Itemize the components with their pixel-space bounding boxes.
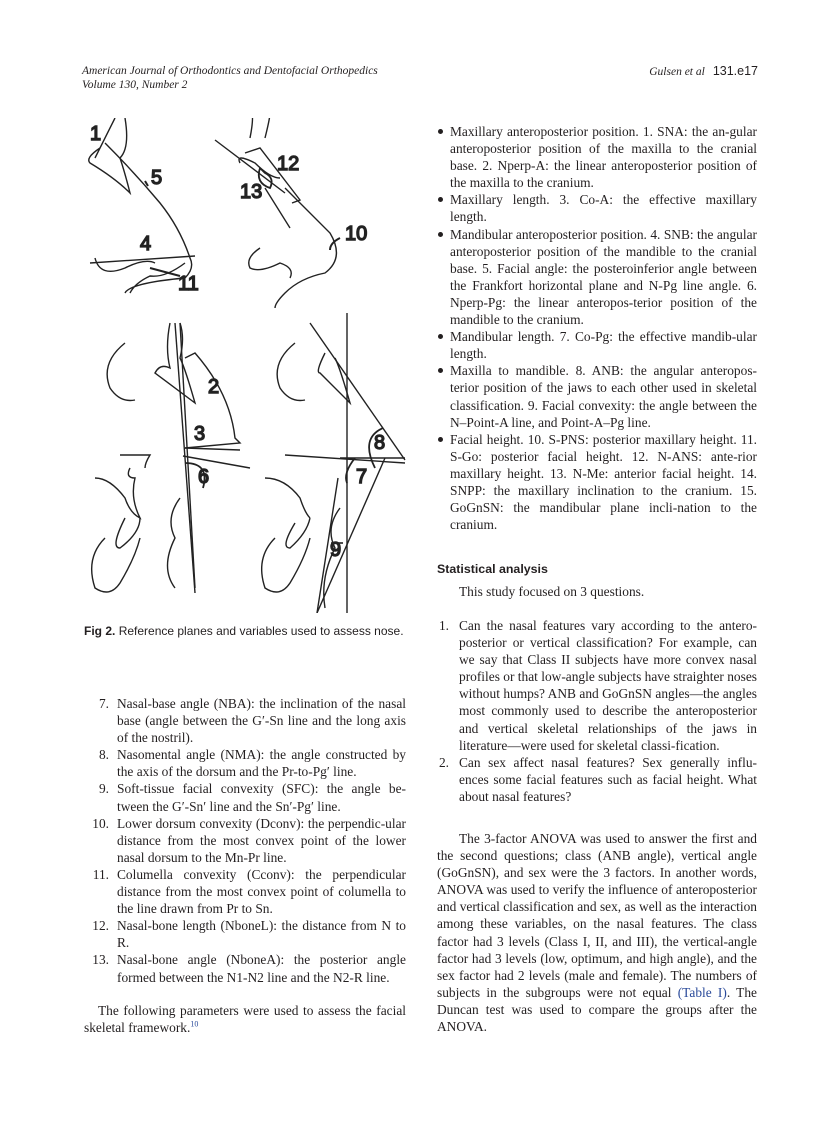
- item-text: Columella convexity (Cconv): the perpendicular distance from the most convex point of columella to the line drawn from Pr to Sn.: [117, 866, 406, 917]
- list-item: [84, 815, 406, 866]
- bullet-item: Maxillary length. 3. Co-A: the effective maxillary length.: [437, 191, 757, 225]
- list-item: [84, 695, 406, 746]
- journal-title: American Journal of Orthodontics and Dentofacial Orthopedics: [82, 65, 378, 77]
- diagram-bottom-left: [92, 323, 250, 593]
- item-number: 2.: [438, 754, 449, 770]
- list-item: [84, 780, 406, 814]
- figure-label-7: 7: [356, 466, 368, 488]
- list-item: [84, 951, 406, 985]
- paragraph-text: The following parameters were used to assess the facial skeletal framework.: [84, 1003, 406, 1036]
- item-text: Can sex affect nasal features? Sex generally influ-ences some facial features such as facial height. What about nasal features?: [459, 754, 757, 804]
- bullet-item: Maxilla to mandible. 8. ANB: the angular anteropos-terior position of the jaws to each other used in skeletal classification. 9. Facial convexity: the angle between the N–Point-A line, and Point-A–Pg line.: [437, 362, 757, 430]
- item-number: 1.: [438, 618, 449, 633]
- figure-label-2: 2: [208, 376, 220, 398]
- journal-volume: Volume 130, Number 2: [82, 79, 188, 91]
- running-header-left: [82, 64, 378, 92]
- list-item: [437, 754, 757, 805]
- figure-label-10: 10: [345, 223, 368, 245]
- list-item: [84, 866, 406, 917]
- figure-label-13: 13: [240, 181, 263, 203]
- item-text: Nasal-bone angle (NboneA): the posterior angle formed between the N1-N2 line and the N2-R line.: [117, 952, 406, 985]
- figure-label-3: 3: [194, 423, 206, 445]
- item-number: 10.: [92, 815, 109, 831]
- item-text: Nasomental angle (NMA): the angle constructed by the axis of the dorsum and the Pr-to-Pg′ line.: [117, 747, 406, 780]
- figure-caption: [84, 624, 406, 640]
- item-text: Lower dorsum convexity (Dconv): the perpendic-ular distance from the most convex point of the lower nasal dorsum to the Mn-Pr line.: [117, 815, 406, 865]
- list-item: [84, 917, 406, 951]
- diagram-bottom-right: [262, 313, 405, 613]
- section-heading: Statistical analysis: [437, 562, 548, 576]
- figure-label-12: 12: [277, 153, 300, 175]
- figure-label-4: 4: [140, 233, 152, 255]
- anova-paragraph: [437, 830, 757, 1035]
- item-number: 12.: [92, 918, 109, 934]
- item-text: Nasal-bone length (NboneL): the distance from N to R.: [117, 918, 406, 951]
- item-text: Nasal-base angle (NBA): the inclination of the nasal base (angle between the G′-Sn line and the long axis of the nostril).: [117, 696, 406, 746]
- item-text: Soft-tissue facial convexity (SFC): the angle be-tween the G′-Sn′ line and the Sn′-Pg′ line.: [117, 781, 406, 814]
- figure-label-8: 8: [374, 432, 386, 454]
- bullet-item: Facial height. 10. S-PNS: posterior maxillary height. 11. S-Go: posterior facial height. 12. N-ANS: ante-rior maxillary height. 13. N-Me: anterior facial height. 14. SNPP: the maxillary inclination to the cranium. 15. GoGnSN: the mandibular plane incli-nation to the cranium.: [437, 431, 757, 534]
- figure-label-1: 1: [90, 123, 102, 145]
- diagram-top-left: [89, 118, 195, 293]
- skeletal-params-list: [437, 123, 757, 533]
- bullet-item: Mandibular anteroposterior position. 4. SNB: the angular anteroposterior position of the mandible to the cranial base. 5. Facial angle: the posteroinferior angle between the Frankfort horizontal plane and N-Pg line angle. 6. Nperp-Pg: the linear anteropos-terior position of the mandible to the cranium.: [437, 226, 757, 329]
- authors: Gulsen et al: [649, 66, 705, 78]
- questions-list: [437, 617, 757, 805]
- item-text: Can the nasal features vary according to the antero-posterior or vertical classification? For example, can we say that Class II subjects have more convex nasal profiles or that low-angle subjects have straighter noses without humps? ANB and GoGnSN angles—the angles most commonly used to describe the anteroposterior and vertical skeletal relationships of the jaws in literature—were used for skeletal classi-fication.: [459, 618, 757, 753]
- list-item: [437, 617, 757, 754]
- item-number: 11.: [92, 866, 109, 882]
- stats-intro: This study focused on 3 questions.: [459, 584, 645, 599]
- item-number: 9.: [98, 781, 109, 797]
- figure-label-9: 9: [330, 539, 342, 561]
- figure-nose-diagram: [85, 118, 420, 613]
- item-number: 13.: [92, 952, 109, 968]
- paragraph-text: . The Duncan test was used to compare the groups after the ANOVA.: [437, 984, 757, 1035]
- skeletal-params-intro: [84, 1002, 406, 1036]
- item-number: 7.: [98, 696, 109, 711]
- reference-10[interactable]: 10: [190, 1019, 199, 1029]
- caption-text: Reference planes and variables used to assess nose.: [118, 624, 404, 638]
- figure-label-5: 5: [151, 167, 163, 189]
- diagram-top-right: [215, 118, 340, 308]
- list-item: [84, 746, 406, 780]
- page-number: 131.e17: [712, 64, 758, 78]
- figure-label-6: 6: [198, 466, 210, 488]
- nasal-variables-list: [84, 695, 406, 986]
- running-header-right: [649, 64, 758, 79]
- item-number: 8.: [98, 747, 109, 763]
- figure-label-11: 11: [178, 273, 199, 295]
- bullet-item: Maxillary anteroposterior position. 1. SNA: the an-gular anteroposterior position of the maxilla to the cranial base. 2. Nperp-A: the linear anteroposterior position of the maxilla to the cranium.: [437, 123, 757, 191]
- table-i-link[interactable]: (Table I): [677, 984, 727, 1000]
- bullet-item: Mandibular length. 7. Co-Pg: the effective mandib-ular length.: [437, 328, 757, 362]
- paragraph-text: The 3-factor ANOVA was used to answer the first and the second questions; class (ANB angle), vertical angle (GoGnSN), and sex were the 3 factors. In another words, ANOVA was used to verify the influence of anteroposterior and vertical classification and sex, as well as the interaction among these variables, on the nasal features. The class factor had 3 levels (Class I, II, and III), the vertical-angle factor had 3 levels (low, optimum, and high angle), and the sex factor had 2 levels (male and female). The numbers of subjects in the subgroups were not equal: [437, 831, 757, 1000]
- caption-label: Fig 2.: [84, 624, 116, 638]
